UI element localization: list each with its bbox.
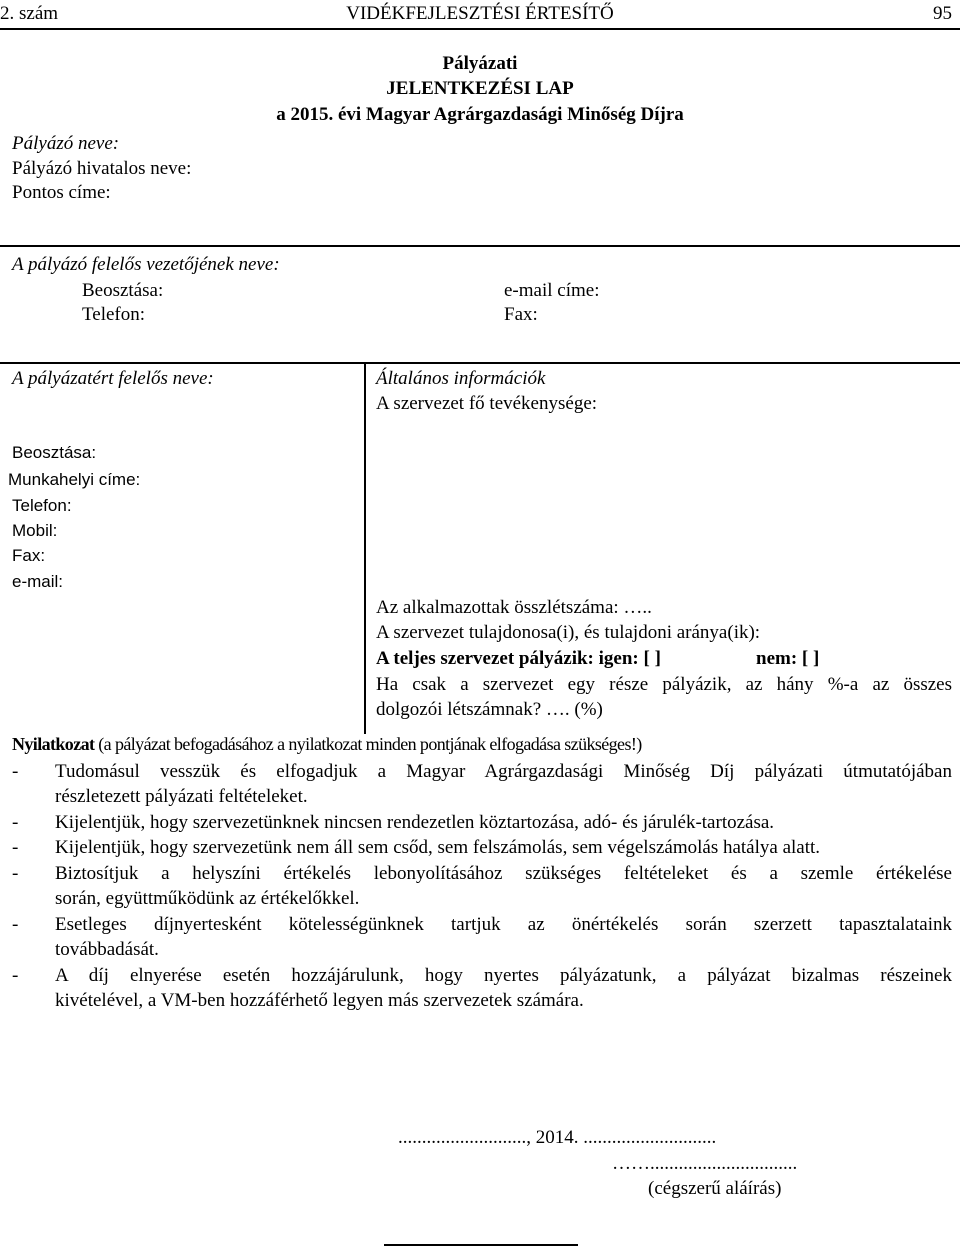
declaration-item-line2: továbbadását.: [55, 939, 159, 960]
declaration-heading: [12, 734, 642, 755]
dash-bullet: -: [12, 837, 19, 858]
page-number: 95: [933, 3, 952, 24]
dash-bullet: -: [12, 914, 19, 935]
owners-label: A szervezet tulajdonosa(i), és tulajdoni aránya(ik):: [376, 622, 761, 643]
declaration-item-line1: Tudomásul vesszük és elfogadjuk a Magyar Agrárgazdasági Minőség Díj pályázati útmutatójában: [55, 761, 952, 782]
dash-bullet: -: [12, 965, 19, 986]
whole-org-applies-label: A teljes szervezet pályázik: igen: [ ]: [376, 648, 661, 669]
date-line: ..........................., 2014. ............................: [398, 1127, 717, 1148]
declaration-item-line1: Esetleges díjnyertesként kötelességünknek tartjuk az önértékelés során szerzett tapasztalataink: [55, 914, 952, 935]
responsible-name-label: A pályázatért felelős neve:: [12, 368, 214, 389]
leader-name-label: A pályázó felelős vezetőjének neve:: [12, 254, 280, 275]
responsible-email-label: e-mail:: [12, 572, 64, 591]
responsible-position-label: Beosztása:: [12, 443, 97, 462]
header-rule: [0, 28, 960, 30]
leader-email-label: e-mail címe:: [504, 280, 600, 301]
declaration-item-line2: részletezett pályázati feltételeket.: [55, 786, 308, 807]
applicant-name-label: Pályázó neve:: [12, 133, 120, 154]
declaration-item: [12, 759, 952, 809]
declaration-item-line1: Kijelentjük, hogy szervezetünknek nincsen rendezetlen köztartozása, adó- és járulék-tartozása.: [55, 812, 775, 833]
dash-bullet: -: [12, 761, 19, 782]
declaration-item-line1: Biztosítjuk a helyszíni értékelés lebonyolításához szükséges feltételeket és a szemle értékelése: [55, 863, 952, 884]
journal-title: VIDÉKFEJLESZTÉSI ÉRTESÍTŐ: [346, 3, 614, 24]
leader-fax-label: Fax:: [504, 304, 538, 325]
dash-bullet: -: [12, 863, 19, 884]
responsible-mobile-label: Mobil:: [12, 521, 58, 540]
main-activity-label: A szervezet fő tevékenysége:: [376, 393, 598, 414]
applicant-official-name-label: Pályázó hivatalos neve:: [12, 158, 192, 179]
employees-label: Az alkalmazottak összlétszáma: …..: [376, 597, 652, 618]
form-title-line2: JELENTKEZÉSI LAP: [386, 78, 574, 99]
issue-number: 2. szám: [0, 3, 59, 24]
declaration-item: [12, 912, 952, 962]
signature-dots: ……...............................: [612, 1153, 798, 1174]
declaration-item-line1: A díj elnyerése esetén hozzájárulunk, hogy nyertes pályázatunk, a pályázat bizalmas részeinek: [55, 965, 952, 986]
responsible-fax-label: Fax:: [12, 546, 46, 565]
dash-bullet: -: [12, 812, 19, 833]
form-title-line3: a 2015. évi Magyar Agrárgazdasági Minőség Díjra: [276, 104, 684, 125]
responsible-phone-label: Telefon:: [12, 496, 72, 515]
responsible-work-address-label: Munkahelyi címe:: [8, 470, 141, 489]
whole-org-no-label: nem: [ ]: [756, 648, 820, 669]
declaration-item-line1: Kijelentjük, hogy szervezetünk nem áll sem csőd, sem felszámolás, sem végelszámolás hatálya alatt.: [55, 837, 821, 858]
section-rule-2: [0, 362, 960, 364]
declaration-heading-rest: (a pályázat befogadásához a nyilatkozat minden pontjának elfogadása szükséges!): [94, 734, 642, 754]
declaration-item: [12, 963, 952, 1013]
leader-position-label: Beosztása:: [82, 280, 164, 301]
form-title-line1: Pályázati: [442, 53, 518, 74]
applicant-address-label: Pontos címe:: [12, 182, 111, 203]
signature-label: (cégszerű aláírás): [648, 1178, 782, 1199]
declaration-heading-bold: Nyilatkozat: [12, 734, 95, 754]
part-applies-line2: dolgozói létszámnak? …. (%): [376, 699, 603, 720]
declaration-item-line2: során, együttműködünk az értékelőkkel.: [55, 888, 360, 909]
leader-phone-label: Telefon:: [82, 304, 146, 325]
footer-rule: [384, 1244, 578, 1246]
section-rule-1: [0, 245, 960, 247]
column-divider: [364, 362, 366, 734]
declaration-item-line2: kivételével, a VM-ben hozzáférhető legyen más szervezetek számára.: [55, 990, 584, 1011]
declaration-item: [12, 810, 952, 835]
declaration-item: [12, 835, 952, 860]
declaration-item: [12, 861, 952, 911]
general-info-heading: Általános információk: [376, 368, 546, 389]
part-applies-line1: Ha csak a szervezet egy része pályázik, az hány %-a az összes: [376, 674, 952, 695]
